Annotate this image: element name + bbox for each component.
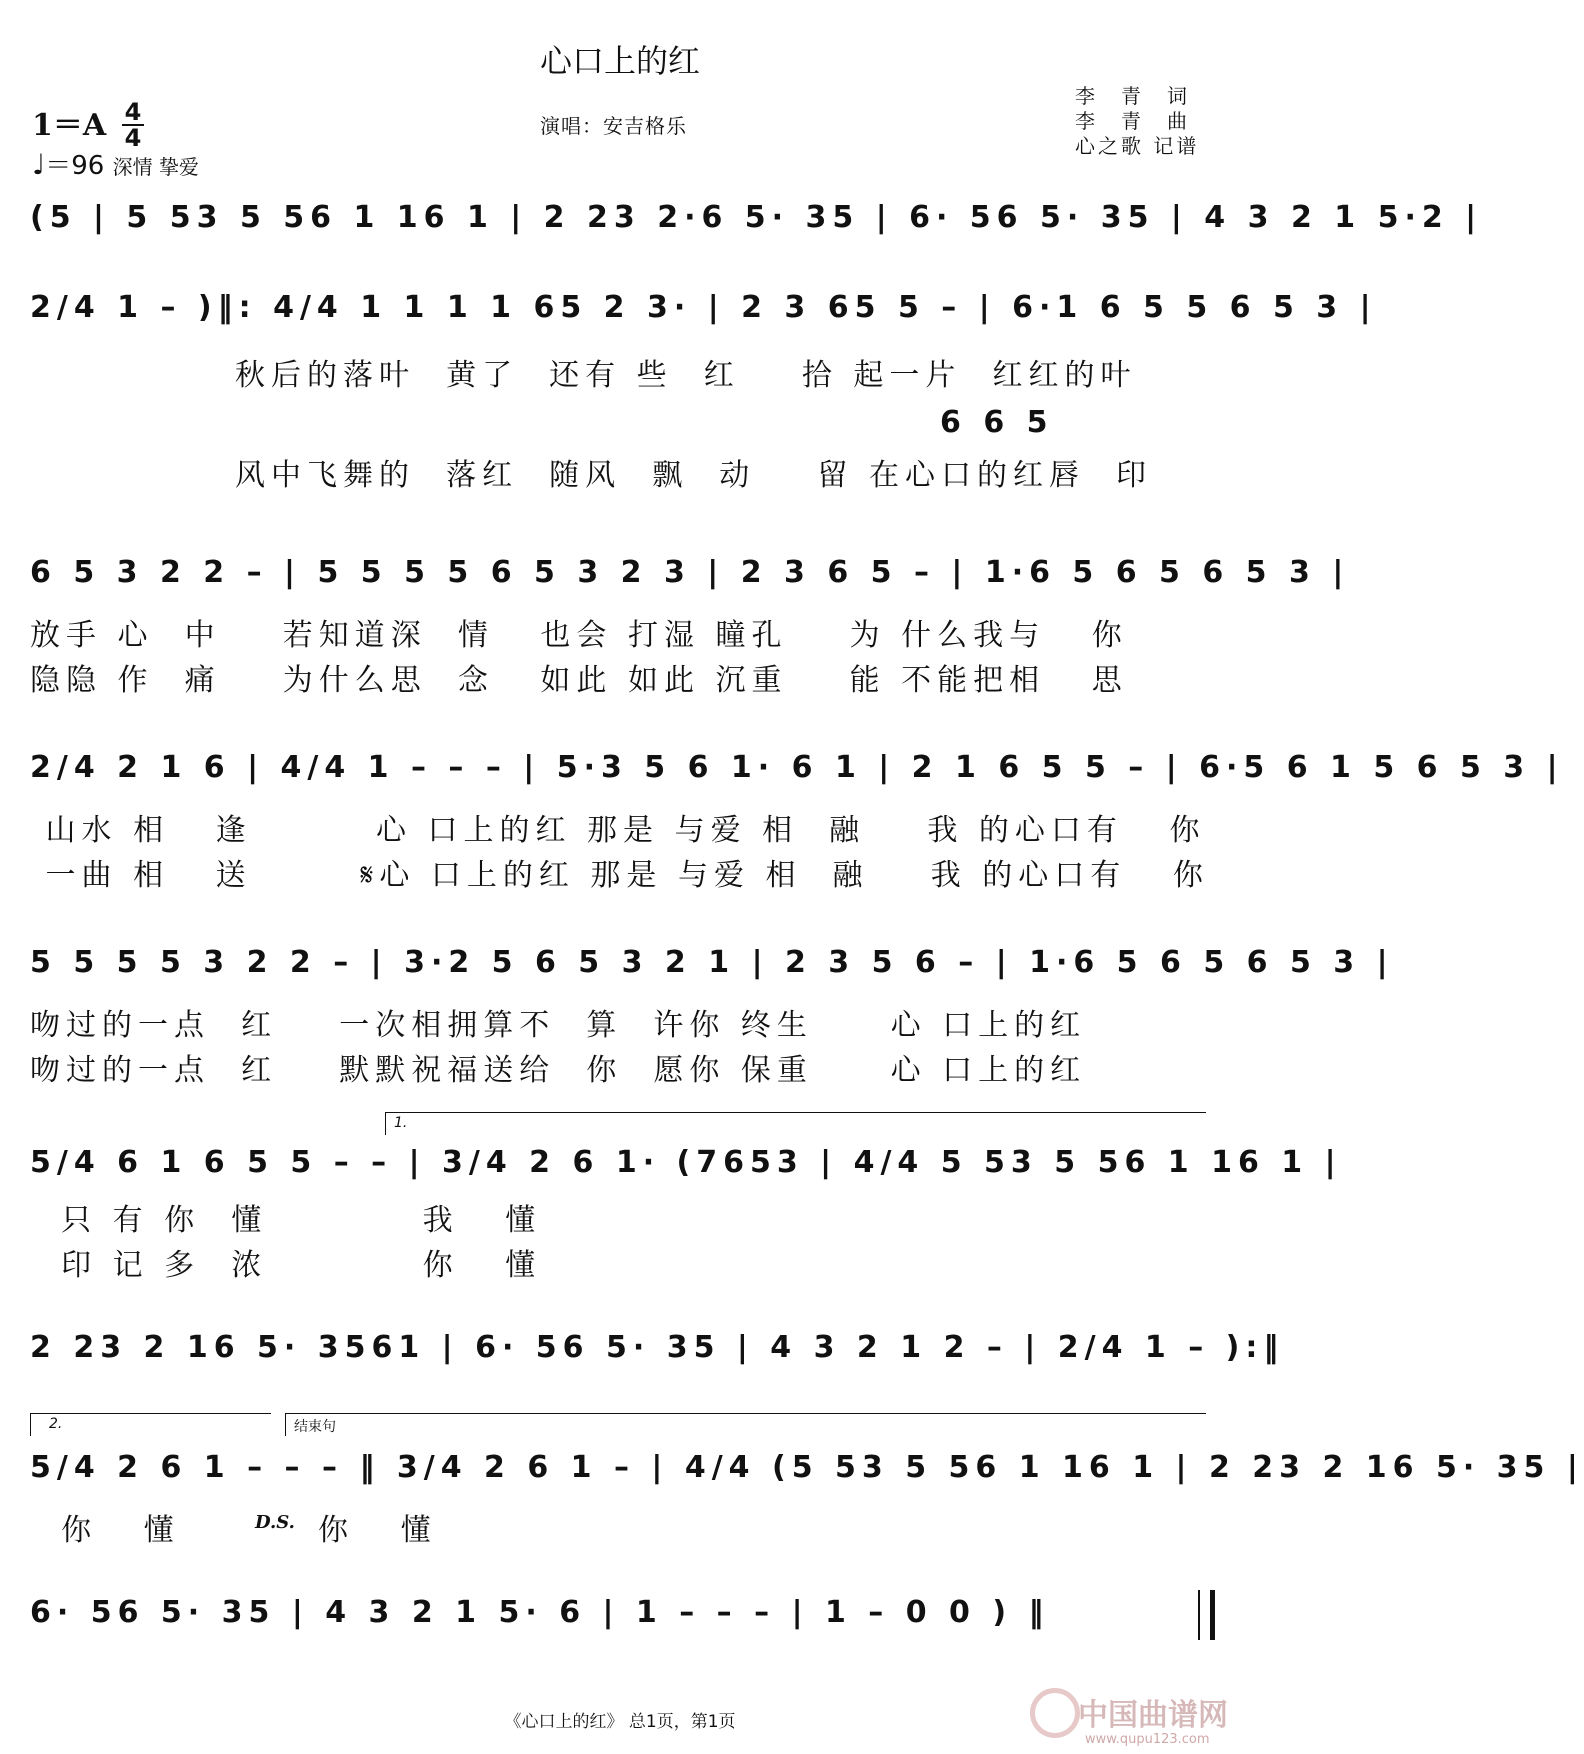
- score-line-8: 5/4 2 6 1 – – – ‖ 3/4 2 6 1 – | 4/4 (5 53 5 56 1 16 1 | 2 23 2 16 5· 35 |: [30, 1450, 1584, 1485]
- lyric-line-2a: 秋后的落叶 黄了 还有 些 红 拾 起一片 红红的叶: [235, 358, 1137, 393]
- lyric-line-8a: 你 懂: [30, 1513, 180, 1548]
- watermark-site: 中国曲谱网: [1078, 1698, 1228, 1733]
- expression-marking: 深情 挚爱: [112, 155, 199, 179]
- score-line-4: 2/4 2 1 6 | 4/4 1 – – – | 5·3 5 6 1· 6 1 | 2 1 6 5 5 – | 6·5 6 1 5 6 5 3 |: [30, 750, 1564, 785]
- transcriber-credit: 心之歌 记谱: [1075, 134, 1200, 158]
- time-signature-top: 4: [124, 98, 142, 126]
- volta-1-bracket: [385, 1112, 1206, 1135]
- lyricist-credit: 李 青 词: [1075, 84, 1190, 108]
- key-signature: 1＝A: [32, 108, 107, 143]
- ending-bracket: [285, 1413, 1206, 1436]
- score-line-1: (5 | 5 53 5 56 1 16 1 | 2 23 2·6 5· 35 | 6· 56 5· 35 | 4 3 2 1 5·2 |: [30, 200, 1483, 235]
- watermark-logo-icon: [1030, 1688, 1080, 1738]
- lyric-line-4a: 山水 相 逢 心 口上的红 那是 与爱 相 融 我 的心口有 你: [30, 813, 1206, 848]
- singer-credit: 演唱：安吉格乐: [540, 114, 687, 138]
- volta-2-bracket: [30, 1413, 271, 1436]
- score-line-5: 5 5 5 5 3 2 2 – | 3·2 5 6 5 3 2 1 | 2 3 5 6 – | 1·6 5 6 5 6 5 3 |: [30, 945, 1394, 980]
- quarter-note-icon: ♩: [32, 148, 46, 181]
- lyric-line-6b: 印 记 多 浓 你 懂: [30, 1248, 542, 1283]
- score-line-2: 2/4 1 – )‖: 4/4 1 1 1 1 65 2 3· | 2 3 65 5 – | 6·1 6 5 5 6 5 3 |: [30, 290, 1377, 325]
- dal-segno-marking: D.S.: [255, 1512, 295, 1533]
- volta-1-label: 1.: [394, 1115, 408, 1131]
- score-line-3: 6 5 3 2 2 – | 5 5 5 5 6 5 3 2 3 | 2 3 6 5 – | 1·6 5 6 5 6 5 3 |: [30, 555, 1350, 590]
- lyric-line-6a: 只 有 你 懂 我 懂: [30, 1203, 542, 1238]
- lyric-line-3b: 隐隐 作 痛 为什么思 念 如此 如此 沉重 能 不能把相 思: [30, 663, 1128, 698]
- score-line-9: 6· 56 5· 35 | 4 3 2 1 5· 6 | 1 – – – | 1 – 0 0 ) ‖: [30, 1595, 1050, 1630]
- lyric-line-5a: 吻过的一点 红 一次相拥算不 算 许你 终生 心 口上的红: [30, 1008, 1087, 1043]
- watermark-url: www.qupu123.com: [1085, 1732, 1210, 1747]
- tempo-marking: [32, 145, 199, 182]
- composer-credit: 李 青 曲: [1075, 109, 1190, 133]
- lyric-line-3a: 放手 心 中 若知道深 情 也会 打湿 瞳孔 为 什么我与 你: [30, 618, 1128, 653]
- lyric-line-8b: 你 懂: [318, 1513, 437, 1548]
- score-line-7: 2 23 2 16 5· 3561 | 6· 56 5· 35 | 4 3 2 1 2 – | 2/4 1 – ):‖: [30, 1330, 1285, 1365]
- score-line-6: 5/4 6 1 6 5 5 – – | 3/4 2 6 1· (7653 | 4/4 5 53 5 56 1 16 1 |: [30, 1145, 1342, 1180]
- tempo-value: ＝96: [45, 151, 105, 181]
- final-barline: [1198, 1590, 1215, 1640]
- page-footer: 《心口上的红》 总1页，第1页: [504, 1712, 736, 1732]
- alternate-notes: 6 6 5: [940, 405, 1054, 440]
- ending-label: 结束句: [294, 1419, 336, 1435]
- time-signature: [122, 100, 144, 150]
- lyric-line-4b: 一曲 相 送 𝄋心 口上的红 那是 与爱 相 融 我 的心口有 你: [30, 858, 1209, 893]
- time-signature-bottom: 4: [122, 124, 144, 150]
- volta-2-label: 2.: [49, 1416, 63, 1432]
- lyric-line-5b: 吻过的一点 红 默默祝福送给 你 愿你 保重 心 口上的红: [30, 1053, 1087, 1088]
- page-title: 心口上的红: [539, 42, 700, 80]
- lyric-line-2b: 风中飞舞的 落红 随风 飘 动 留 在心口的红唇 印: [235, 458, 1153, 493]
